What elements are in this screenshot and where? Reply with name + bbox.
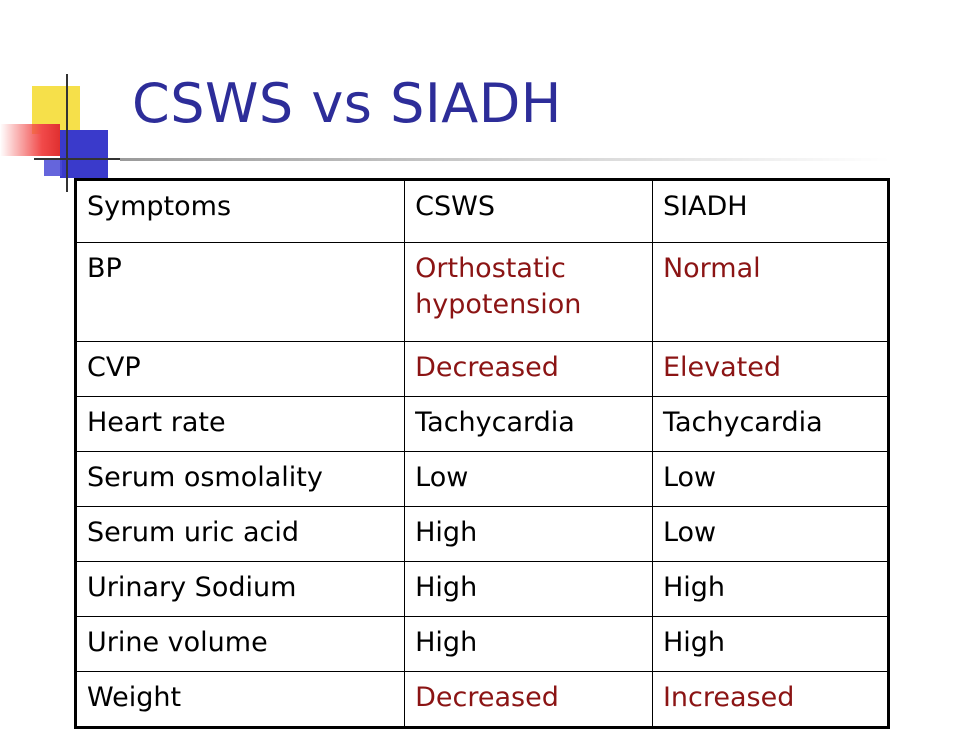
symptom-cell: BP (76, 243, 405, 342)
table-header-row (76, 180, 889, 243)
slide-title: CSWS vs SIADH (132, 72, 562, 135)
decor-vertical-line (66, 74, 68, 192)
header-symptoms: Symptoms (76, 180, 405, 243)
csws-cell: High (405, 617, 653, 672)
siadh-cell: Elevated (652, 342, 888, 397)
table-row (76, 452, 889, 507)
table-row (76, 617, 889, 672)
table-row (76, 672, 889, 728)
decor-horizontal-line (34, 158, 120, 160)
decor-blue-small-square (44, 158, 62, 176)
symptom-cell: Urinary Sodium (76, 562, 405, 617)
header-siadh: SIADH (652, 180, 888, 243)
csws-cell: Low (405, 452, 653, 507)
table-row (76, 243, 889, 342)
siadh-cell: High (652, 562, 888, 617)
csws-cell: High (405, 562, 653, 617)
symptom-cell: Heart rate (76, 397, 405, 452)
symptom-cell: Urine volume (76, 617, 405, 672)
siadh-cell: Tachycardia (652, 397, 888, 452)
symptom-cell: Serum uric acid (76, 507, 405, 562)
comparison-table (74, 178, 890, 729)
siadh-cell: Low (652, 452, 888, 507)
header-csws: CSWS (405, 180, 653, 243)
symptom-cell: Serum osmolality (76, 452, 405, 507)
symptom-cell: Weight (76, 672, 405, 728)
siadh-cell: Increased (652, 672, 888, 728)
symptom-cell: CVP (76, 342, 405, 397)
csws-cell: Decreased (405, 342, 653, 397)
table-row (76, 562, 889, 617)
table-row (76, 342, 889, 397)
csws-cell: Orthostatic hypotension (405, 243, 653, 342)
siadh-cell: Normal (652, 243, 888, 342)
csws-cell: Tachycardia (405, 397, 653, 452)
csws-cell: High (405, 507, 653, 562)
decor-red-bar (0, 124, 60, 156)
table-row (76, 397, 889, 452)
csws-cell: Decreased (405, 672, 653, 728)
title-underline-rule (120, 158, 890, 161)
table-row (76, 507, 889, 562)
siadh-cell: Low (652, 507, 888, 562)
siadh-cell: High (652, 617, 888, 672)
